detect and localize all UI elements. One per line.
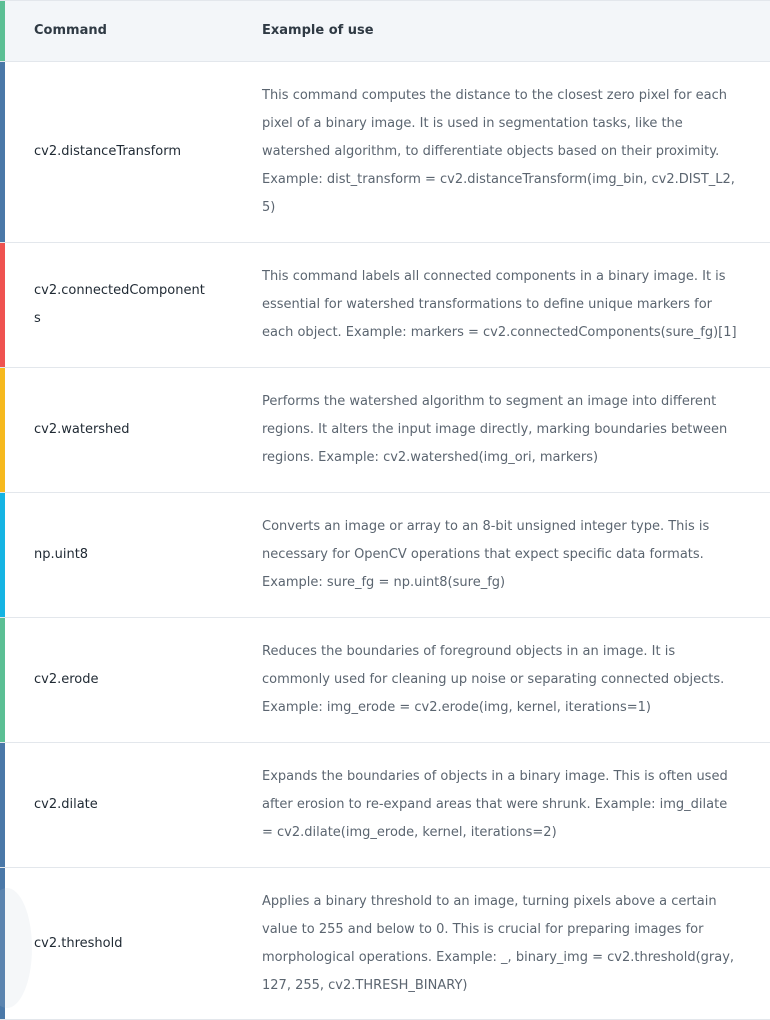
table-row [0, 62, 770, 243]
row-accent-stripe [0, 743, 5, 867]
example-cell: Expands the boundaries of objects in a binary image. This is often used after erosion to re-expand areas that were shrunk. Example: img_dilate = cv2.dilate(img_erode, kernel, iterations=2) [262, 769, 728, 840]
command-cell: cv2.erode [34, 672, 99, 687]
header-example: Example of use [262, 23, 374, 38]
example-cell: Reduces the boundaries of foreground objects in an image. It is commonly used for cleaning up noise or separating connected objects. Example: img_erode = cv2.erode(img, kernel, iterations=1) [262, 644, 725, 715]
command-cell: cv2.dilate [34, 797, 98, 812]
example-cell: This command computes the distance to the closest zero pixel for each pixel of a binary image. It is used in segmentation tasks, like the watershed algorithm, to differentiate objects based on their proximity. Example: dist_transform = cv2.distanceTransform(img_bin, cv2.DIST_L2, 5) [262, 88, 735, 215]
row-accent-stripe [0, 618, 5, 742]
table-row [0, 868, 770, 1020]
table-row [0, 368, 770, 493]
example-cell: Performs the watershed algorithm to segment an image into different regions. It alters the input image directly, marking boundaries between regions. Example: cv2.watershed(img_ori, markers) [262, 394, 728, 465]
command-cell: np.uint8 [34, 547, 89, 562]
command-cell: cv2.connectedComponents [34, 283, 205, 326]
example-cell: Applies a binary threshold to an image, turning pixels above a certain value to 255 and below to 0. This is crucial for preparing images for morphological operations. Example: _, binary_img = cv2.threshold(gray, 127, 255, cv2.THRESH_BINARY) [262, 894, 735, 993]
row-accent-stripe [0, 368, 5, 492]
row-accent-stripe [0, 493, 5, 617]
command-cell: cv2.watershed [34, 422, 130, 437]
row-accent-stripe [0, 62, 5, 242]
row-accent-stripe [0, 1, 5, 61]
table-row [0, 618, 770, 743]
table-row [0, 493, 770, 618]
header-command: Command [34, 23, 107, 38]
table-row [0, 743, 770, 868]
table-header [0, 0, 770, 62]
row-accent-stripe [0, 243, 5, 367]
command-cell: cv2.threshold [34, 936, 123, 951]
example-cell: Converts an image or array to an 8-bit unsigned integer type. This is necessary for OpenCV operations that expect specific data formats. Example: sure_fg = np.uint8(sure_fg) [262, 519, 710, 590]
command-cell: cv2.distanceTransform [34, 144, 181, 159]
example-cell: This command labels all connected components in a binary image. It is essential for watershed transformations to define unique markers for each object. Example: markers = cv2.connectedComponents(sure_fg)[1] [262, 269, 737, 340]
table-row [0, 243, 770, 368]
